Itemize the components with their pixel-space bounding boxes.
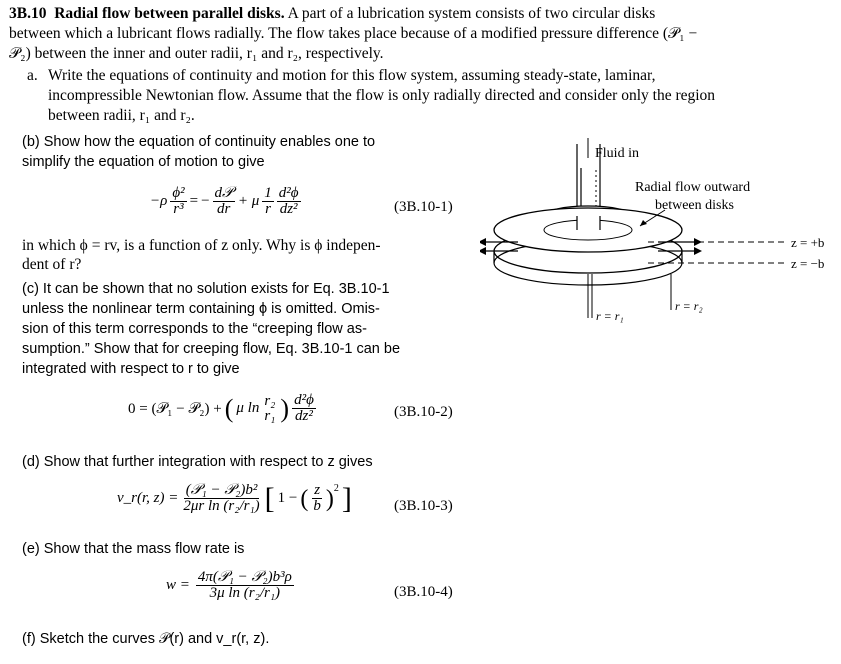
eq3-z: z bbox=[314, 482, 321, 498]
eq4-frac bbox=[196, 570, 294, 601]
eq2-r1: r₁ bbox=[264, 407, 276, 424]
eq4-number: (3B.10-4) bbox=[394, 584, 453, 600]
fluid-in-label: Fluid in bbox=[595, 146, 639, 161]
part-e-line1: (e) Show that the mass flow rate is bbox=[22, 541, 245, 557]
eq1-frac-dP-dr bbox=[213, 186, 235, 217]
equation-3b10-1 bbox=[150, 186, 301, 217]
disk-flow-figure bbox=[480, 130, 840, 340]
eq1-dz2: dz² bbox=[279, 201, 298, 217]
part-a-line2: incompressible Newtonian flow. Assume that the flow is only radially directed and consider only the region bbox=[48, 87, 716, 104]
eq1-r3: r³ bbox=[173, 201, 184, 217]
outflow-arrowhead-left-lower bbox=[480, 247, 486, 255]
eq1-d2phi: d²ϕ bbox=[278, 185, 299, 201]
eq1-frac-1-r bbox=[262, 186, 274, 217]
eq3-left-paren: ( bbox=[300, 485, 309, 512]
part-a-line3: between radii, r₁ and r₂. bbox=[48, 107, 195, 124]
outflow-arrowhead-left-upper bbox=[480, 238, 486, 246]
eq2-d2phi: d²ϕ bbox=[294, 392, 314, 408]
eq1-number: (3B.10-1) bbox=[394, 199, 453, 215]
part-b-after1: in which ϕ = rv, is a function of z only. Why is ϕ indepen- bbox=[22, 237, 381, 254]
eq4-denominator: 3μ ln (r₂/r₁) bbox=[209, 585, 281, 601]
eq4-numerator: 4π(𝒫₁ − 𝒫₂)b³ρ bbox=[197, 569, 292, 585]
eq3-right-bracket: ] bbox=[341, 481, 352, 515]
eq3-exponent: 2 bbox=[333, 483, 339, 494]
part-c-line1: (c) It can be shown that no solution exists for Eq. 3B.10-1 bbox=[22, 281, 390, 297]
radial-flow-label-1: Radial flow outward bbox=[635, 180, 751, 195]
eq2-right-paren: ) bbox=[280, 393, 290, 423]
outflow-arrowhead-right-lower bbox=[694, 247, 702, 255]
part-b-line1: (b) Show how the equation of continuity enables one to bbox=[22, 134, 376, 150]
part-b-after2: dent of r? bbox=[22, 256, 82, 273]
eq3-one-minus: 1 − bbox=[277, 490, 298, 506]
problem-header bbox=[9, 4, 655, 23]
eq2-left-paren: ( bbox=[224, 393, 234, 423]
problem-title: Radial flow between parallel disks. bbox=[54, 5, 285, 22]
eq2-dz2: dz² bbox=[295, 408, 313, 424]
equation-3b10-4 bbox=[166, 570, 294, 601]
eq3-numerator: (𝒫₁ − 𝒫₂)b² bbox=[185, 482, 258, 498]
eq3-lhs: v_r(r, z) = bbox=[117, 490, 179, 506]
part-a-line1: Write the equations of continuity and motion for this flow system, assuming steady-state, laminar, bbox=[48, 67, 656, 84]
eq1-dr: dr bbox=[217, 201, 231, 217]
equation-3b10-2 bbox=[128, 393, 316, 424]
r2-label: r = r₂ bbox=[675, 299, 703, 313]
upper-disk-face bbox=[494, 208, 682, 252]
eq1-phi2: ϕ² bbox=[172, 185, 185, 201]
z-minus-label: z = −b bbox=[791, 256, 825, 271]
eq4-lhs: w = bbox=[166, 577, 190, 593]
eq3-frac bbox=[181, 483, 261, 514]
part-c-line2: unless the nonlinear term containing ϕ is omitted. Omis- bbox=[22, 301, 380, 317]
eq2-lhs: 0 = (𝒫₁ − 𝒫₂) + bbox=[128, 400, 222, 417]
eq1-dP: d𝒫 bbox=[214, 185, 233, 201]
part-b-line2: simplify the equation of motion to give bbox=[22, 154, 265, 170]
eq1-frac-d2phi-dz2 bbox=[277, 186, 301, 217]
eq3-b: b bbox=[313, 498, 321, 514]
header-line1: A part of a lubrication system consists of two circular disks bbox=[287, 5, 656, 22]
eq1-one: 1 bbox=[264, 185, 272, 201]
eq1-equals: = bbox=[189, 193, 199, 209]
part-c-line3: sion of this term corresponds to the “creeping flow as- bbox=[22, 321, 367, 337]
equation-3b10-3 bbox=[117, 483, 352, 514]
eq2-frac-d2phi-dz2 bbox=[292, 393, 316, 424]
part-d-line1: (d) Show that further integration with respect to z gives bbox=[22, 454, 373, 470]
eq3-right-paren: ) bbox=[325, 485, 334, 512]
part-c-line5: integrated with respect to r to give bbox=[22, 361, 240, 377]
eq2-mu-ln: μ ln bbox=[236, 400, 260, 416]
eq3-denominator: 2μr ln (r₂/r₁) bbox=[183, 498, 260, 514]
problem-number: 3B.10 bbox=[9, 5, 47, 22]
eq3-frac-z-b bbox=[311, 483, 323, 514]
pipe-into-disk bbox=[577, 218, 600, 229]
eq1-frac-phi2-r3 bbox=[170, 186, 186, 217]
eq2-r2: r₂ bbox=[264, 392, 276, 409]
part-f-line1: (f) Sketch the curves 𝒫(r) and v_r(r, z). bbox=[22, 631, 270, 647]
header-line2: between which a lubricant flows radially. The flow takes place because of a modified pressure difference (𝒫₁ − bbox=[9, 25, 698, 42]
eq1-minus-rho: −ρ bbox=[150, 193, 168, 209]
eq1-r: r bbox=[265, 201, 271, 217]
eq1-plus-mu: + μ bbox=[237, 193, 260, 209]
part-a-label: a. bbox=[27, 67, 38, 84]
r1-label: r = r₁ bbox=[596, 309, 624, 323]
eq3-left-bracket: [ bbox=[264, 481, 275, 515]
z-plus-label: z = +b bbox=[791, 235, 825, 250]
eq2-number: (3B.10-2) bbox=[394, 404, 453, 420]
part-c-line4: sumption.” Show that for creeping flow, Eq. 3B.10-1 can be bbox=[22, 341, 401, 357]
header-line3: 𝒫₂) between the inner and outer radii, r₁ and r₂, respectively. bbox=[9, 45, 384, 62]
radial-flow-label-2: between disks bbox=[655, 198, 734, 213]
eq2-frac-r2-r1 bbox=[262, 394, 277, 424]
eq3-number: (3B.10-3) bbox=[394, 498, 453, 514]
eq1-minus-sign: − bbox=[201, 193, 210, 209]
